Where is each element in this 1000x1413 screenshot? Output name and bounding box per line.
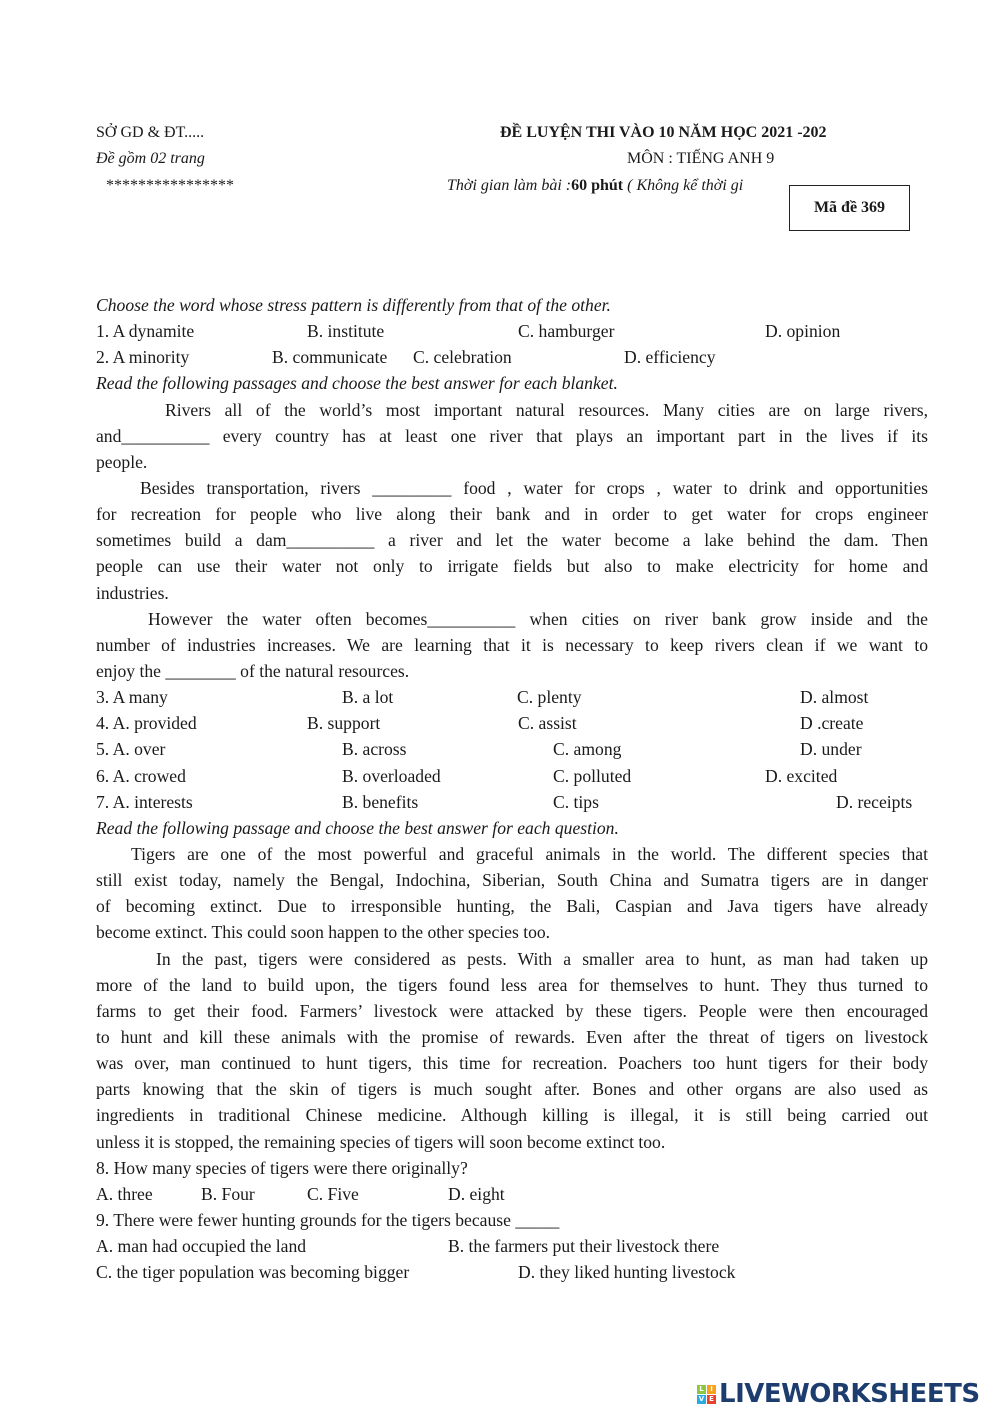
option[interactable]: B. the farmers put their livestock there [448, 1236, 720, 1257]
option[interactable]: D. receipts [836, 791, 913, 812]
question-2 [96, 344, 928, 370]
option[interactable]: D. they liked hunting livestock [518, 1262, 736, 1283]
passage-line: enjoy the ________ of the natural resources. [96, 660, 410, 681]
question-7 [96, 789, 928, 815]
logo-squares-icon [697, 1385, 716, 1404]
option[interactable]: A. man had occupied the land [96, 1236, 307, 1257]
question-6 [96, 763, 928, 789]
passage-line: still exist today, namely the Bengal, Indochina, Siberian, South China and Sumatra tigers are in danger [96, 870, 928, 891]
logo-text: LIVEWORKSHEETS [719, 1379, 980, 1409]
question-9-options-row1 [96, 1233, 928, 1259]
option[interactable]: D .create [800, 713, 864, 734]
option[interactable]: 1. A dynamite [96, 321, 195, 342]
subject-label: MÔN : TIẾNG ANH 9 [627, 150, 775, 167]
option[interactable]: 3. A many [96, 687, 168, 708]
option[interactable]: C. hamburger [518, 321, 615, 342]
instruction-stress: Choose the word whose stress pattern is differently from that of the other. [96, 295, 611, 315]
question-8: 8. How many species of tigers were there originally? [96, 1157, 468, 1178]
option[interactable]: B. across [342, 739, 407, 760]
option[interactable]: D. efficiency [624, 347, 716, 368]
question-8-options [96, 1181, 928, 1207]
time-suffix: ( Không kể thời gi [623, 177, 744, 194]
passage-line: Besides transportation, rivers _________ food , water for crops , water to drink and opportunities [140, 477, 928, 498]
time-label [447, 177, 743, 195]
passage-line: unless it is stopped, the remaining species of tigers will soon become extinct too. [96, 1131, 666, 1152]
option[interactable]: D. under [800, 739, 862, 760]
question-9: 9. There were fewer hunting grounds for the tigers because _____ [96, 1209, 560, 1230]
option[interactable]: 4. A. provided [96, 713, 197, 734]
option[interactable]: C. tips [553, 791, 599, 812]
option[interactable]: B. benefits [342, 791, 419, 812]
logo-letter: I [707, 1385, 716, 1394]
passage-line: In the past, tigers were considered as pests. With a smaller area to hunt, as man had taken up [156, 948, 928, 969]
question-5 [96, 736, 928, 762]
passage-line: sometimes build a dam__________ a river and let the water become a lake behind the dam. Then [96, 530, 928, 551]
passage-line: Tigers are one of the most powerful and graceful animals in the world. The different species that [131, 843, 928, 864]
passage-line: people. [96, 451, 148, 472]
question-9-options-row2 [96, 1259, 928, 1285]
option[interactable]: 5. A. over [96, 739, 166, 760]
liveworksheets-logo [697, 1379, 980, 1409]
option[interactable]: C. assist [518, 713, 577, 734]
stars-divider: **************** [106, 177, 234, 194]
option[interactable]: D. opinion [765, 321, 841, 342]
time-value: 60 phút [571, 177, 624, 194]
page-count-label: Đề gồm 02 trang [96, 150, 205, 167]
exam-code-box: Mã đề 369 [789, 185, 910, 231]
option[interactable]: D. excited [765, 765, 838, 786]
option[interactable]: D. eight [448, 1183, 505, 1204]
logo-letter: V [698, 1394, 705, 1403]
option[interactable]: B. overloaded [342, 765, 441, 786]
option[interactable]: A. three [96, 1183, 153, 1204]
passage-line: Rivers all of the world’s most important natural resources. Many cities are on large rivers, [165, 399, 928, 420]
logo-letter: E [707, 1395, 716, 1404]
passage-line: become extinct. This could soon happen to the other species too. [96, 922, 551, 943]
passage-line: people can use their water not only to irrigate fields but also to make electricity for home and [96, 556, 928, 577]
passage-line: to hunt and kill these animals with the promise of rewards. Even after the threat of tigers on livestock [96, 1026, 928, 1047]
passage-line: of becoming extinct. Due to irresponsible hunting, the Bali, Caspian and Java tigers have already [96, 896, 928, 917]
option[interactable]: B. a lot [342, 687, 394, 708]
question-3 [96, 684, 928, 710]
passage-line: was over, man continued to hunt tigers, this time for recreation. Poachers too hunt tigers for their body [96, 1053, 928, 1074]
option[interactable]: D. almost [800, 687, 869, 708]
passage-line: parts knowing that the skin of tigers is much sought after. Bones and other organs are also used as [96, 1079, 928, 1100]
instruction-reading: Read the following passage and choose the best answer for each question. [96, 817, 619, 838]
option[interactable]: 2. A minority [96, 347, 190, 368]
passage-line: more of the land to build upon, the tigers found less area for themselves to hunt. They thus turned to [96, 974, 928, 995]
exam-title: ĐỀ LUYỆN THI VÀO 10 NĂM HỌC 2021 -202 [500, 124, 827, 141]
worksheet-body [96, 292, 928, 1285]
time-prefix: Thời gian làm bài : [447, 177, 572, 194]
passage-line: and__________ every country has at least one river that plays an important part in the lives if its [96, 425, 928, 446]
option[interactable]: B. communicate [272, 347, 388, 368]
option[interactable]: C. the tiger population was becoming bigger [96, 1262, 410, 1283]
option[interactable]: 7. A. interests [96, 791, 193, 812]
logo-letter: L [697, 1385, 706, 1394]
passage-line: However the water often becomes__________ when cities on river bank grow inside and the [148, 608, 928, 629]
option[interactable]: B. institute [307, 321, 385, 342]
option[interactable]: B. Four [201, 1183, 255, 1204]
option[interactable]: B. support [307, 713, 381, 734]
option[interactable]: 6. A. crowed [96, 765, 186, 786]
passage-line: farms to get their food. Farmers’ livestock were attacked by these tigers. People were then encouraged [96, 1000, 928, 1021]
passage-line: ingredients in traditional Chinese medicine. Although killing is illegal, it is still being carried out [96, 1105, 928, 1126]
question-4 [96, 710, 928, 736]
passage-line: for recreation for people who live along their bank and in order to get water for crops engineer [96, 504, 928, 525]
instruction-passage: Read the following passages and choose the best answer for each blanket. [96, 373, 618, 394]
option[interactable]: C. plenty [517, 687, 582, 708]
option[interactable]: C. among [553, 739, 622, 760]
option[interactable]: C. Five [307, 1183, 359, 1204]
option[interactable]: C. celebration [413, 347, 512, 368]
passage-line: number of industries increases. We are learning that it is necessary to keep rivers clean if we want to [96, 634, 928, 655]
passage-line: industries. [96, 582, 169, 603]
question-1 [96, 318, 928, 344]
option[interactable]: C. polluted [553, 765, 632, 786]
department-label: SỞ GD & ĐT..... [96, 124, 205, 141]
